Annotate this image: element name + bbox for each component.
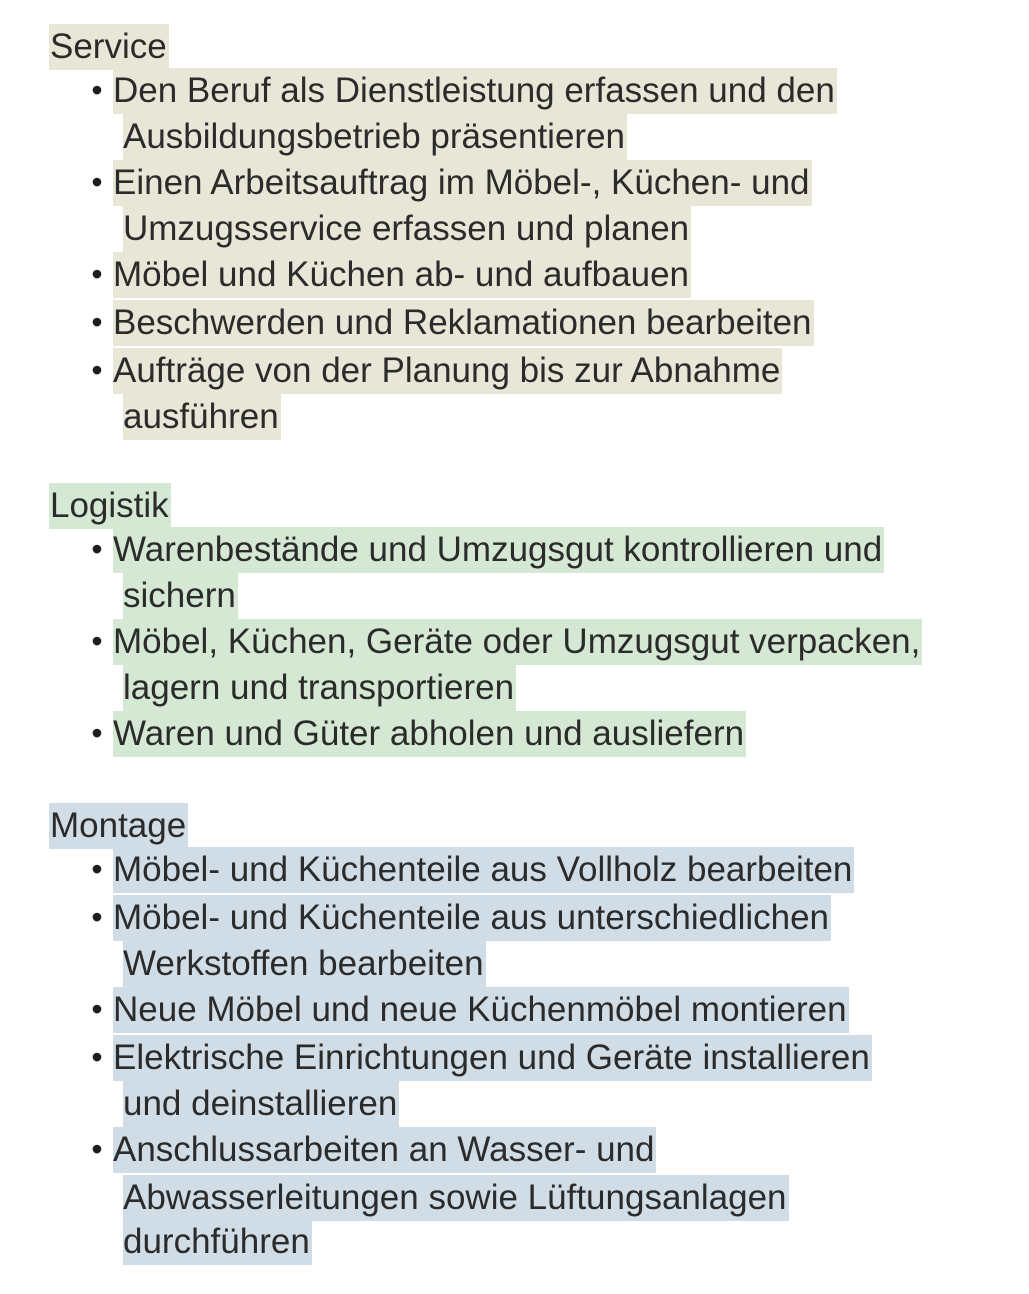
bullet-icon: • xyxy=(91,851,103,887)
list-item-text: Den Beruf als Dienstleistung erfassen und den xyxy=(113,68,837,114)
bullet-icon: • xyxy=(91,1131,103,1167)
bullet-icon: • xyxy=(91,1039,103,1075)
bullet-icon: • xyxy=(91,164,103,200)
list-item-text: Möbel- und Küchenteile aus unterschiedlichen xyxy=(113,895,831,941)
list-item-text: Anschlussarbeiten an Wasser- und xyxy=(113,1127,656,1173)
bullet-icon: • xyxy=(91,256,103,292)
bullet-icon: • xyxy=(91,899,103,935)
list-item-text: Ausbildungsbetrieb präsentieren xyxy=(123,114,627,160)
list-item-text: Möbel- und Küchenteile aus Vollholz bearbeiten xyxy=(113,847,854,893)
list-item-text: Neue Möbel und neue Küchenmöbel montieren xyxy=(113,987,849,1033)
list-item-text: Waren und Güter abholen und ausliefern xyxy=(113,711,746,757)
list-item-text: Umzugsservice erfassen und planen xyxy=(123,206,691,252)
list-item-text: Einen Arbeitsauftrag im Möbel-, Küchen- und xyxy=(113,160,812,206)
section-title: Logistik xyxy=(49,483,171,529)
bullet-icon: • xyxy=(91,72,103,108)
list-item-text: Beschwerden und Reklamationen bearbeiten xyxy=(113,300,814,346)
list-item-text: Abwasserleitungen sowie Lüftungsanlagen xyxy=(123,1175,789,1221)
section-title: Service xyxy=(49,24,169,70)
bullet-icon: • xyxy=(91,715,103,751)
list-item-text: ausführen xyxy=(123,394,281,440)
list-item-text: Elektrische Einrichtungen und Geräte installieren xyxy=(113,1035,872,1081)
bullet-icon: • xyxy=(91,304,103,340)
list-item-text: durchführen xyxy=(123,1219,312,1265)
list-item-text: Warenbestände und Umzugsgut kontrollieren und xyxy=(113,527,884,573)
list-item-text: Möbel und Küchen ab- und aufbauen xyxy=(113,252,691,298)
list-item-text: sichern xyxy=(123,573,238,619)
list-item-text: Aufträge von der Planung bis zur Abnahme xyxy=(113,348,782,394)
list-item-text: Möbel, Küchen, Geräte oder Umzugsgut verpacken, xyxy=(113,619,922,665)
bullet-icon: • xyxy=(91,991,103,1027)
list-item-text: und deinstallieren xyxy=(123,1081,399,1127)
list-item-text: lagern und transportieren xyxy=(123,665,516,711)
bullet-icon: • xyxy=(91,352,103,388)
bullet-icon: • xyxy=(91,623,103,659)
section-title: Montage xyxy=(49,803,188,849)
bullet-icon: • xyxy=(91,531,103,567)
list-item-text: Werkstoffen bearbeiten xyxy=(123,941,486,987)
